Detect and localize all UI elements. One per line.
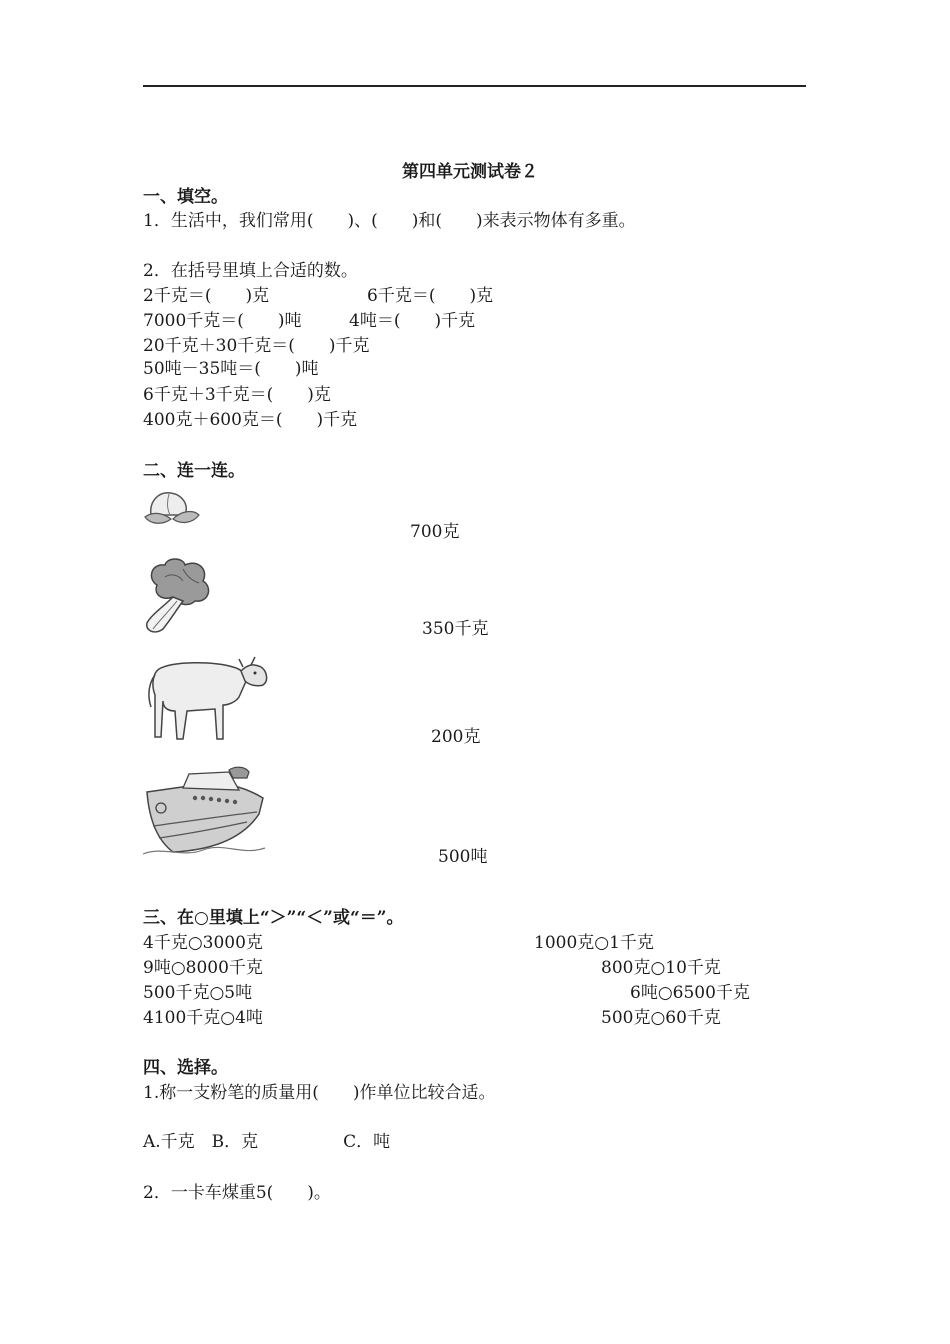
fill-line: 50吨－35吨＝( )吨 bbox=[143, 359, 319, 379]
header-rule bbox=[143, 85, 806, 87]
fill-line: 4吨＝( )千克 bbox=[349, 311, 476, 331]
compare-item: 1000克○1千克 bbox=[534, 933, 654, 953]
section-2-heading: 二、连一连。 bbox=[143, 461, 245, 481]
fill-line: 6千克＝( )克 bbox=[367, 286, 494, 306]
cabbage-icon bbox=[143, 557, 215, 635]
compare-item: 9吨○8000千克 bbox=[143, 958, 263, 978]
section-4-heading: 四、选择。 bbox=[143, 1058, 228, 1078]
weight-label: 200克 bbox=[431, 727, 481, 747]
fill-line: 7000千克＝( )吨 bbox=[143, 311, 302, 331]
compare-item: 6吨○6500千克 bbox=[630, 983, 750, 1003]
fill-line: 400克＋600克＝( )千克 bbox=[143, 410, 358, 430]
weight-label: 350千克 bbox=[422, 619, 489, 639]
fill-line: 6千克＋3千克＝( )克 bbox=[143, 385, 331, 405]
compare-item: 4千克○3000克 bbox=[143, 933, 263, 953]
compare-item: 500克○60千克 bbox=[601, 1008, 721, 1028]
compare-item: 500千克○5吨 bbox=[143, 983, 253, 1003]
peach-icon bbox=[143, 487, 201, 529]
question-4-2: 2．一卡车煤重5( )。 bbox=[143, 1183, 331, 1203]
question-4-1-options: A.千克 B．克 C．吨 bbox=[143, 1132, 391, 1152]
section-1-heading: 一、填空。 bbox=[143, 187, 228, 207]
weight-label: 700克 bbox=[410, 522, 460, 542]
cow-icon bbox=[143, 655, 271, 745]
question-1-1: 1．生活中，我们常用( )、( )和( )来表示物体有多重。 bbox=[143, 211, 636, 231]
question-4-1: 1.称一支粉笔的质量用( )作单位比较合适。 bbox=[143, 1083, 496, 1103]
question-1-2: 2．在括号里填上合适的数。 bbox=[143, 261, 358, 281]
weight-label: 500吨 bbox=[438, 847, 488, 867]
page-title: 第四单元测试卷２ bbox=[402, 162, 538, 182]
compare-item: 800克○10千克 bbox=[601, 958, 721, 978]
section-3-heading: 三、在○里填上“＞”“＜”或“＝”。 bbox=[143, 908, 404, 928]
ship-icon bbox=[143, 764, 267, 860]
fill-line: 20千克＋30千克＝( )千克 bbox=[143, 336, 370, 356]
compare-item: 4100千克○4吨 bbox=[143, 1008, 263, 1028]
fill-line: 2千克＝( )克 bbox=[143, 286, 270, 306]
